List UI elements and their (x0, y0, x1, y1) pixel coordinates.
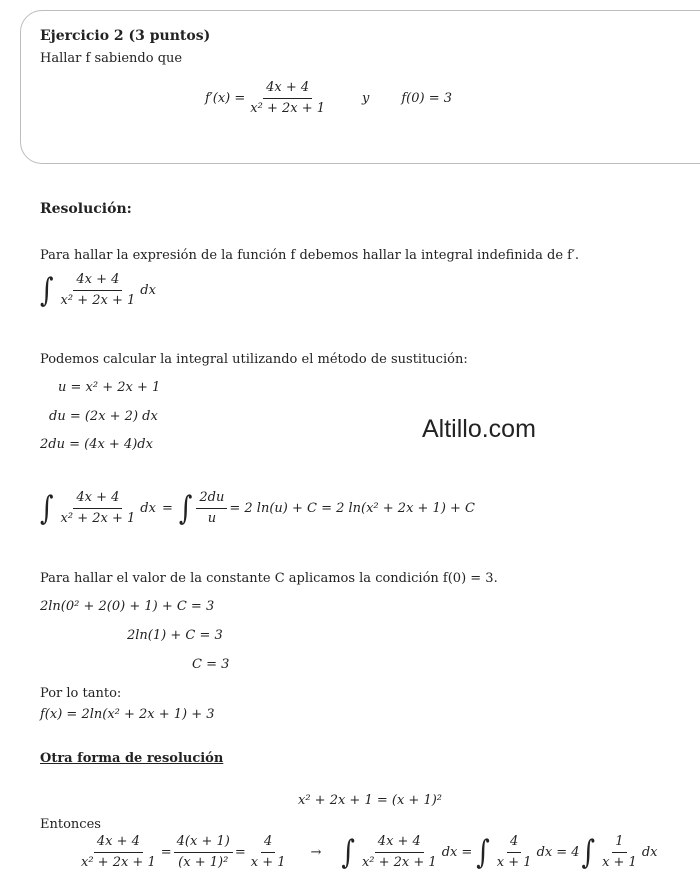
chain-fraction-1 (58, 490, 139, 527)
resolution-intro: Para hallar la expresión de la función f debemos hallar la integral indefinida de f′. (40, 248, 580, 263)
constant-eq-3: C = 3 (192, 657, 230, 672)
derivative-fraction (247, 80, 328, 117)
substitution-2du: 2du = (4x + 4)dx (40, 437, 153, 452)
equals-sign: = (234, 845, 246, 860)
problem-statement: Hallar f sabiendo que (40, 51, 183, 66)
chain-denominator-1: x² + 2x + 1 (60, 511, 136, 526)
alt-numerator-1: 4x + 4 (94, 834, 143, 853)
initial-condition: f(0) = 3 (401, 91, 453, 106)
alt-numerator-2: 4(x + 1) (174, 834, 233, 853)
integral-dx: dx (140, 283, 156, 298)
alt-integral-denominator-2: x + 1 (496, 855, 532, 870)
alt-fraction-1 (78, 834, 159, 871)
equals-sign: = (160, 845, 172, 860)
exercise-title: Ejercicio 2 (3 puntos) (40, 28, 211, 44)
alt-dx-1: dx (441, 845, 458, 860)
alt-integral-fraction-2 (494, 834, 535, 871)
substitution-du: du = (2x + 2) dx (49, 409, 158, 424)
coefficient: = 4 (556, 845, 580, 860)
integral-sign: ∫ (40, 489, 54, 528)
integral-sign: ∫ (40, 271, 54, 310)
integral-sign: ∫ (341, 833, 355, 872)
arrow-symbol: → (310, 845, 322, 860)
alt-numerator-3: 4 (261, 834, 275, 853)
alt-integral-numerator-2: 4 (507, 834, 521, 853)
alt-denominator-2: (x + 1)² (178, 855, 229, 870)
chain-result: = 2 ln(u) + C = 2 ln(x² + 2x + 1) + C (229, 501, 476, 516)
constant-eq-2: 2ln(1) + C = 3 (127, 628, 223, 643)
alt-integral-denominator-1: x² + 2x + 1 (361, 855, 437, 870)
resolution-heading: Resolución: (40, 201, 132, 217)
derivative-numerator: 4x + 4 (263, 80, 312, 99)
constant-eq-1: 2ln(0² + 2(0) + 1) + C = 3 (40, 599, 215, 614)
then-text: Entonces (40, 817, 101, 832)
alt-integral-fraction-3 (599, 834, 640, 871)
integral-numerator: 4x + 4 (73, 272, 122, 291)
alt-integral-fraction-1 (359, 834, 440, 871)
chain-numerator-1: 4x + 4 (73, 490, 122, 509)
substitution-u: u = x² + 2x + 1 (58, 380, 161, 395)
integral-sign: ∫ (178, 489, 193, 528)
watermark-text: Altillo.com (422, 415, 536, 443)
alternative-heading: Otra forma de resolución (40, 751, 224, 766)
alt-fraction-3 (248, 834, 289, 871)
alt-denominator-1: x² + 2x + 1 (81, 855, 156, 870)
alt-integral-numerator-3: 1 (612, 834, 626, 853)
square-identity: x² + 2x + 1 = (x + 1)² (298, 793, 443, 808)
alt-integral-numerator-1: 4x + 4 (375, 834, 424, 853)
derivative-denominator: x² + 2x + 1 (250, 101, 325, 116)
final-answer: f(x) = 2ln(x² + 2x + 1) + 3 (40, 707, 215, 722)
simplification-chain (76, 834, 657, 871)
integral-denominator: x² + 2x + 1 (60, 293, 136, 308)
alt-dx-2: dx (536, 845, 553, 860)
chain-denominator-2: u (207, 511, 217, 526)
chain-fraction-2 (196, 490, 227, 527)
alt-integral-denominator-3: x + 1 (602, 855, 637, 870)
chain-dx: dx (140, 501, 156, 516)
equals-sign: = (161, 501, 173, 516)
alt-fraction-2 (174, 834, 233, 871)
integral-fraction (58, 272, 139, 309)
indefinite-integral (40, 272, 156, 309)
connector-y: y (362, 91, 370, 106)
equals-sign: = (461, 845, 473, 860)
derivative-lhs: f′(x) = (205, 91, 246, 106)
chain-numerator-2: 2du (196, 490, 227, 509)
alt-denominator-3: x + 1 (250, 855, 286, 870)
alt-dx-3: dx (641, 845, 658, 860)
method-text: Podemos calcular la integral utilizando el método de sustitución: (40, 352, 468, 367)
integral-sign: ∫ (581, 833, 596, 872)
integral-sign: ∫ (476, 833, 490, 872)
derivative-equation (205, 80, 452, 117)
therefore-text: Por lo tanto: (40, 686, 122, 701)
integral-chain (40, 490, 475, 527)
constant-text: Para hallar el valor de la constante C aplicamos la condición f(0) = 3. (40, 571, 498, 586)
